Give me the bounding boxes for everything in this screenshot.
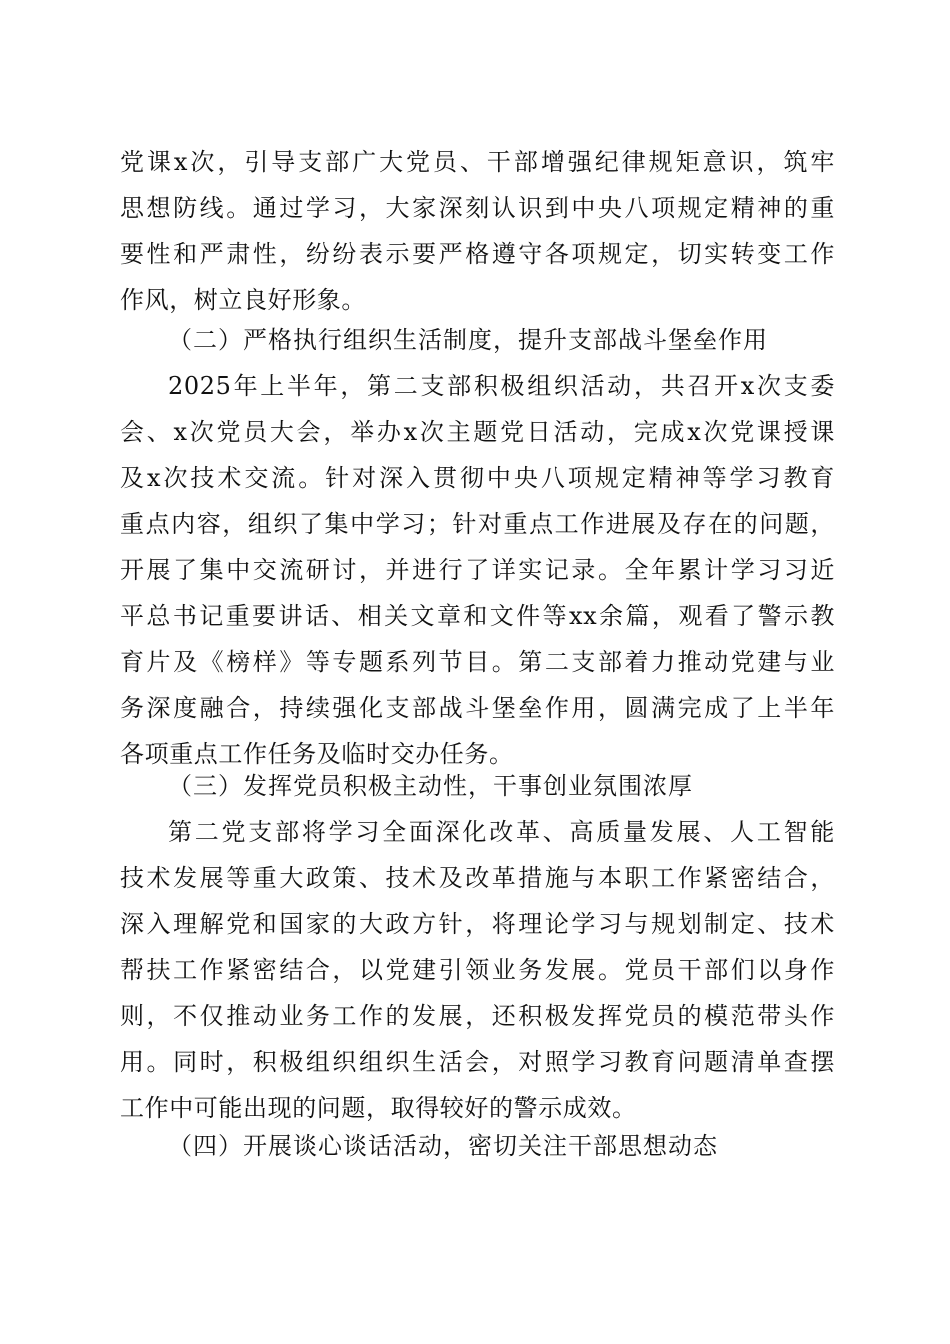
section-heading-2: [168, 317, 835, 363]
text-line: 第二党支部将学习全面深化改革、高质量发展、人工智能: [168, 818, 835, 846]
text-line: 2025年上半年，第二支部积极组织活动，共召开x次支委: [168, 372, 835, 400]
text-line: 开展了集中交流研讨，并进行了详实记录。全年累计学习习近: [120, 556, 835, 584]
text-line: 会、x次党员大会，举办x次主题党日活动，完成x次党课授课: [120, 418, 835, 446]
text-line: 党课x次，引导支部广大党员、干部增强纪律规矩意识，筑牢: [120, 148, 835, 176]
text-line: 则，不仅推动业务工作的发展，还积极发挥党员的模范带头作: [120, 1002, 835, 1030]
section-heading-3: [168, 763, 835, 809]
text-line: 帮扶工作紧密结合，以党建引领业务发展。党员干部们以身作: [120, 956, 835, 984]
heading-text: （二）严格执行组织生活制度，提升支部战斗堡垒作用: [168, 326, 768, 354]
text-line: 思想防线。通过学习，大家深刻认识到中央八项规定精神的重: [120, 194, 835, 222]
text-line: 技术发展等重大政策、技术及改革措施与本职工作紧密结合，: [120, 864, 835, 892]
text-line: 作风，树立良好形象。: [120, 286, 366, 314]
text-line: 工作中可能出现的问题，取得较好的警示成效。: [120, 1094, 637, 1122]
paragraph-section-2: [120, 363, 835, 777]
text-line: 务深度融合，持续强化支部战斗堡垒作用，圆满完成了上半年: [120, 694, 835, 722]
text-line: 育片及《榜样》等专题系列节目。第二支部着力推动党建与业: [120, 648, 835, 676]
text-line: 及x次技术交流。针对深入贯彻中央八项规定精神等学习教育: [120, 464, 835, 492]
text-line: 要性和严肃性，纷纷表示要严格遵守各项规定，切实转变工作: [120, 240, 835, 268]
text-line: 平总书记重要讲话、相关文章和文件等xx余篇，观看了警示教: [120, 602, 835, 630]
heading-text: （三）发挥党员积极主动性，干事创业氛围浓厚: [168, 772, 693, 800]
paragraph-continuation: [120, 139, 835, 323]
paragraph-section-3: [120, 809, 835, 1131]
text-line: 各项重点工作任务及临时交办任务。: [120, 740, 514, 768]
text-line: 深入理解党和国家的大政方针，将理论学习与规划制定、技术: [120, 910, 835, 938]
text-line: 用。同时，积极组织组织生活会，对照学习教育问题清单查摆: [120, 1048, 835, 1076]
heading-text: （四）开展谈心谈话活动，密切关注干部思想动态: [168, 1132, 718, 1160]
text-line: 重点内容，组织了集中学习；针对重点工作进展及存在的问题，: [120, 510, 835, 538]
section-heading-4: [168, 1123, 835, 1169]
